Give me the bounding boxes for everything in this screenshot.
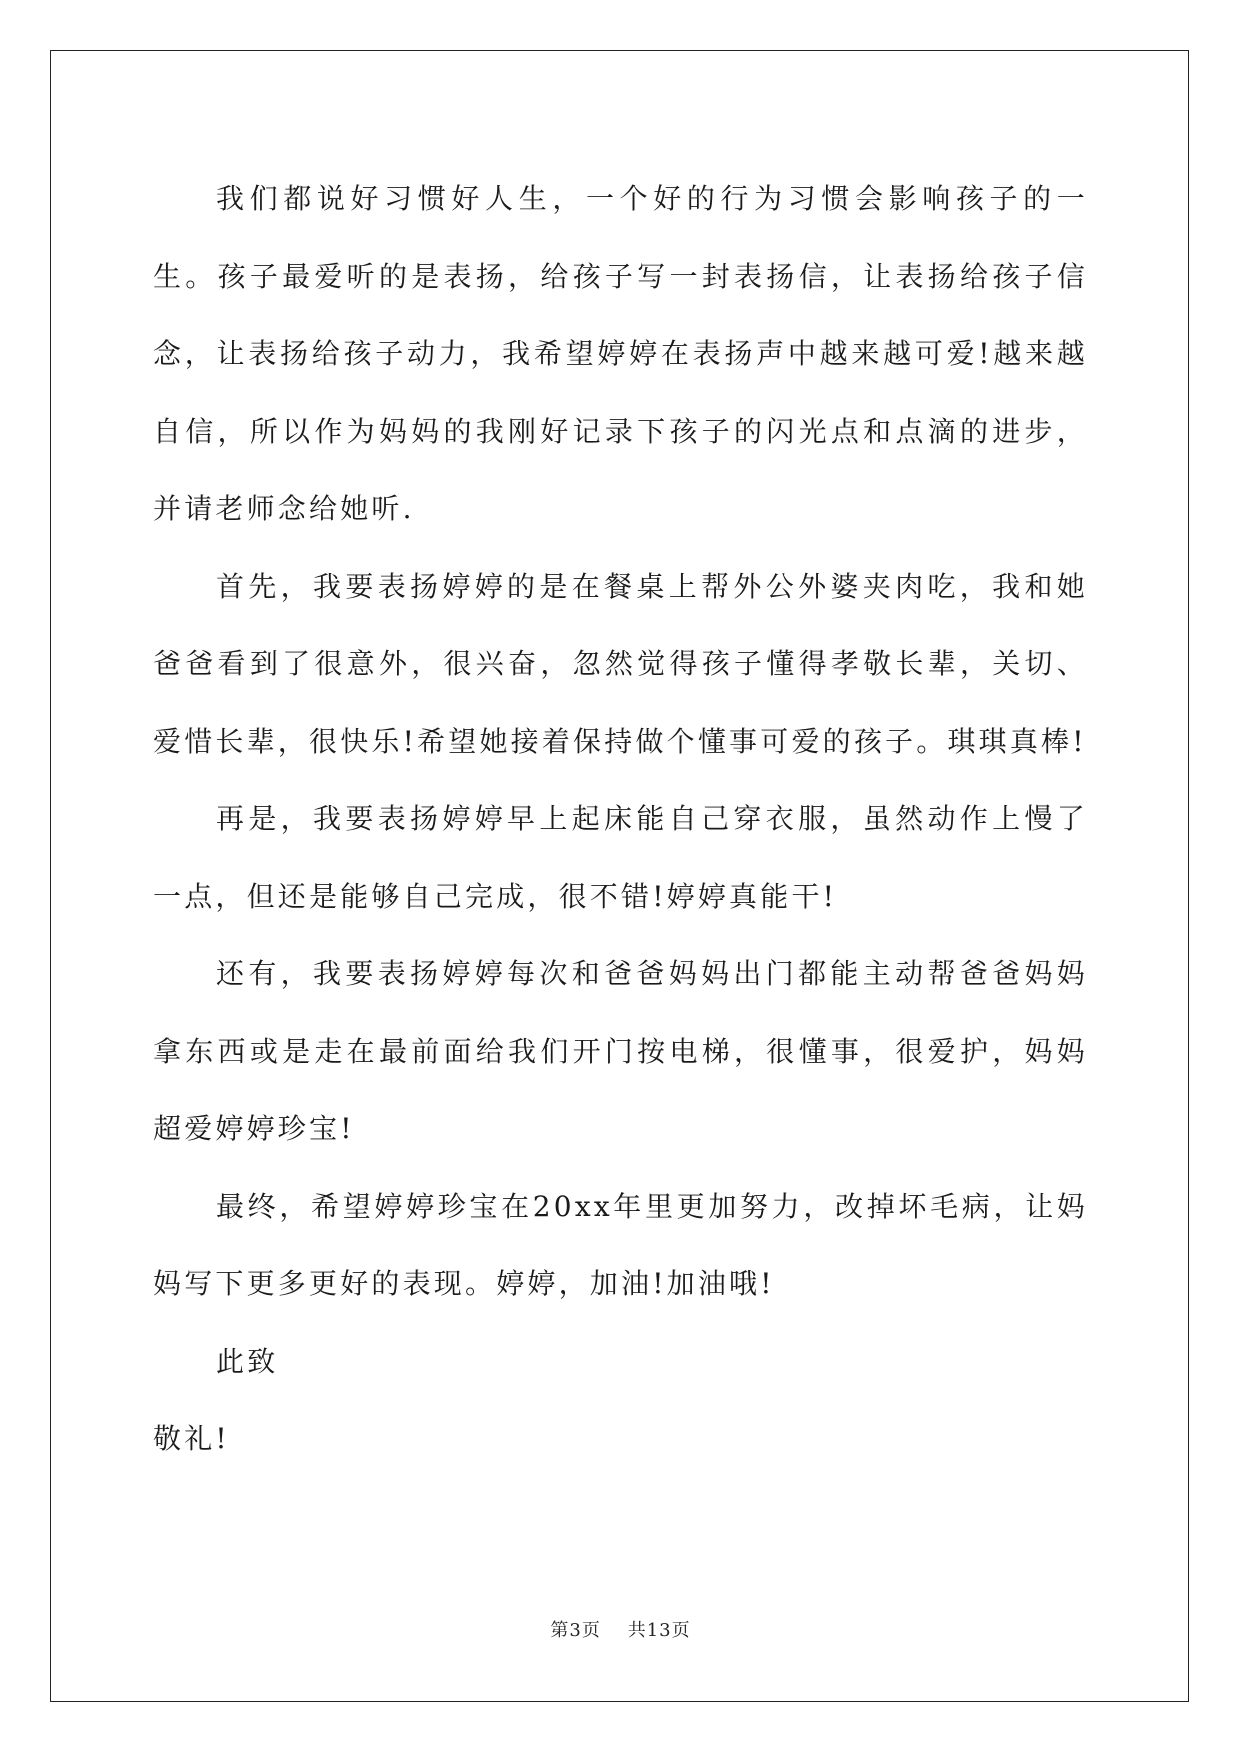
paragraph-3: 再是，我要表扬婷婷早上起床能自己穿衣服，虽然动作上慢了一点，但还是能够自己完成，很不错!婷婷真能干! — [153, 802, 1088, 913]
paragraph-1: 我们都说好习惯好人生，一个好的行为习惯会影响孩子的一生。孩子最爱听的是表扬，给孩子写一封表扬信，让表扬给孩子信念，让表扬给孩子动力，我希望婷婷在表扬声中越来越可爱!越来越自信，所以作为妈妈的我刚好记录下孩子的闪光点和点滴的进步，并请老师念给她听. — [153, 182, 1088, 525]
page-footer — [0, 1616, 1241, 1642]
page-number: 第3页 — [550, 1620, 601, 1641]
paragraph-4: 还有，我要表扬婷婷每次和爸爸妈妈出门都能主动帮爸爸妈妈拿东西或是走在最前面给我们开门按电梯，很懂事，很爱护，妈妈超爱婷婷珍宝! — [153, 957, 1088, 1145]
paragraph-5: 最终，希望婷婷珍宝在20xx年里更加努力，改掉坏毛病，让妈妈写下更多更好的表现。婷婷，加油!加油哦! — [153, 1189, 1088, 1300]
letter-body — [153, 160, 1088, 1478]
page-total: 共13页 — [627, 1620, 691, 1641]
paragraph-2: 首先，我要表扬婷婷的是在餐桌上帮外公外婆夹肉吃，我和她爸爸看到了很意外，很兴奋，忽然觉得孩子懂得孝敬长辈，关切、爱惜长辈，很快乐!希望她接着保持做个懂事可爱的孩子。琪琪真棒! — [153, 569, 1088, 758]
salutation: 敬礼! — [153, 1422, 230, 1455]
closing-phrase: 此致 — [216, 1344, 279, 1378]
